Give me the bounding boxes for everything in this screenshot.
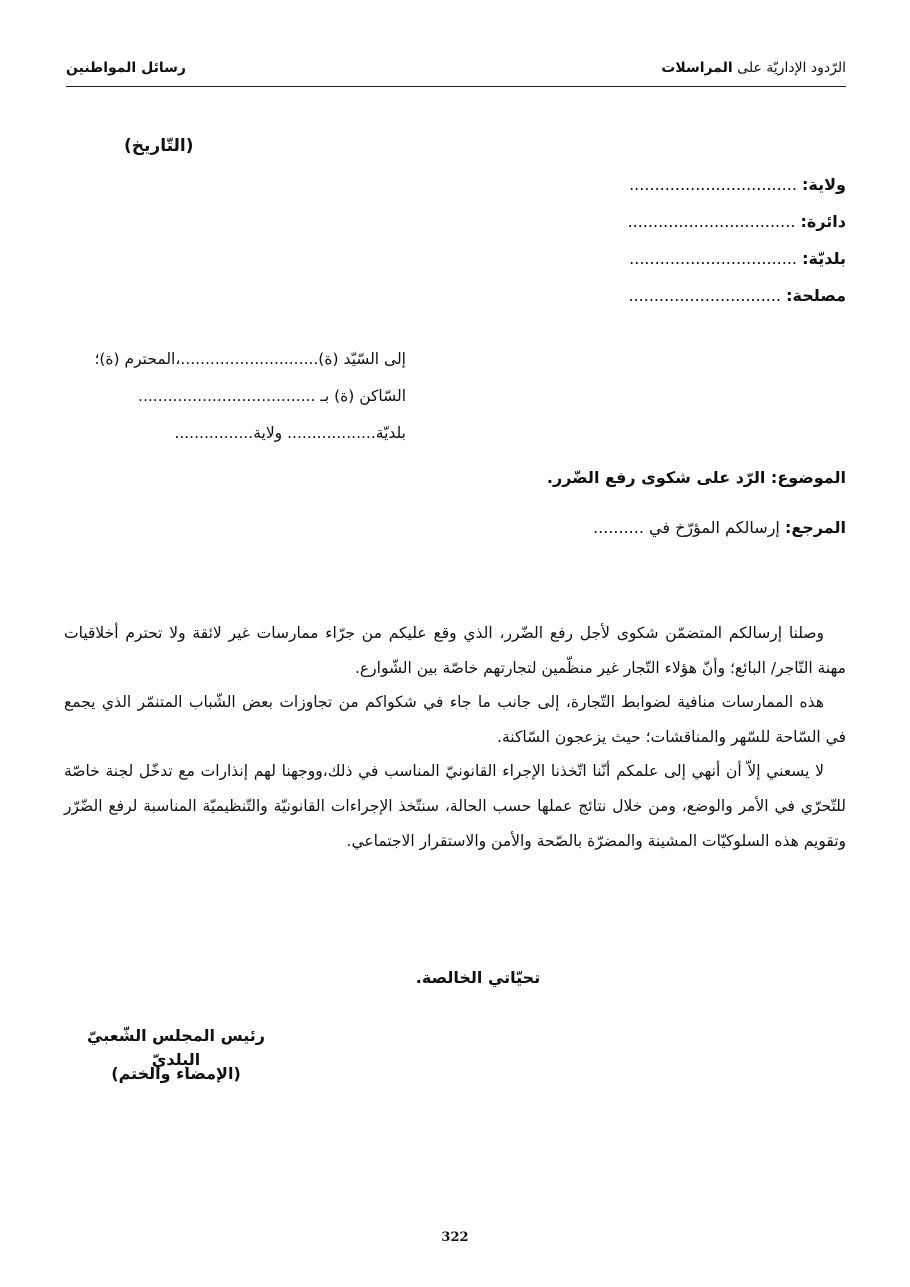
header-chapter-title: رسائل المواطنين [66,60,186,76]
signature-block [66,1024,286,1100]
admin-line-baladiya: بلديّة: ................................. [629,249,846,268]
letter-subject: الموضوع: الرّد على شكوى رفع الضّرر. [546,468,846,487]
header-book-title: الرّدود الإداريّة على المراسلات [661,60,846,76]
recipient-address [66,344,406,455]
body-paragraph: هذه الممارسات منافية لضوابط التّجارة، إلى جانب ما جاء في شكواكم من تجاوزات بعض الشّباب المتنمّر الذي يجمع في السّاحة للسّهر والمناقشات؛ حيث يزعجون السّاكنة. [64,693,846,746]
administration-block [546,170,846,318]
recipient-residence-line: السّاكن (ة) بـ .................................... [138,387,406,405]
recipient-location-line: بلديّة.................. ولاية................ [174,424,406,442]
letter-body [64,616,846,858]
recipient-line: إلى السّيّد (ة)............................،المحترم (ة)؛ [94,350,406,368]
admin-line-daira: دائرة: ................................. [627,212,846,231]
date-placeholder: (التّاريخ) [124,136,194,156]
page-header [66,56,846,87]
signature-note: (الإمضاء والختم) [111,1064,241,1083]
admin-line-wilaya: ولاية: ................................. [629,175,846,194]
letter-reference: المرجع: إرسالكم المؤرّخ في .......... [593,518,846,537]
admin-line-service: مصلحة: .............................. [628,286,846,305]
page-number: 322 [441,1230,469,1245]
body-paragraph: وصلنا إرسالكم المتضمّن شكوى لأجل رفع الضّرر، الذي وقع عليكم من جرّاء ممارسات غير لائقة ولا تحترم أخلاقيات مهنة التّاجر/ البائع؛ وأنّ هؤلاء التّجار غير منظّمين لتجارتهم خاصّة بين الشّوارع. [64,624,846,677]
closing-greeting: تحيّاتي الخالصة. [415,968,541,987]
signer-title: رئيس المجلس الشّعبيّ البلديّ [87,1026,265,1069]
body-paragraph: لا يسعني إلاّ أن أنهي إلى علمكم أنّنا اتّخذنا الإجراء القانونيّ المناسب في ذلك،ووجهنا لهم إنذارات مع تدخّل لجنة خاصّة للتّحرّي في الأمر والوضع، ومن خلال نتائج عملها حسب الحالة، سنتّخذ الإجراءات القانونيّة والتّنظيميّة المناسبة لرفع الضّرّر وتقويم هذه السلوكيّات المشينة والمضرّة بالصّحة والأمن والاستقرار الاجتماعي. [64,762,846,850]
